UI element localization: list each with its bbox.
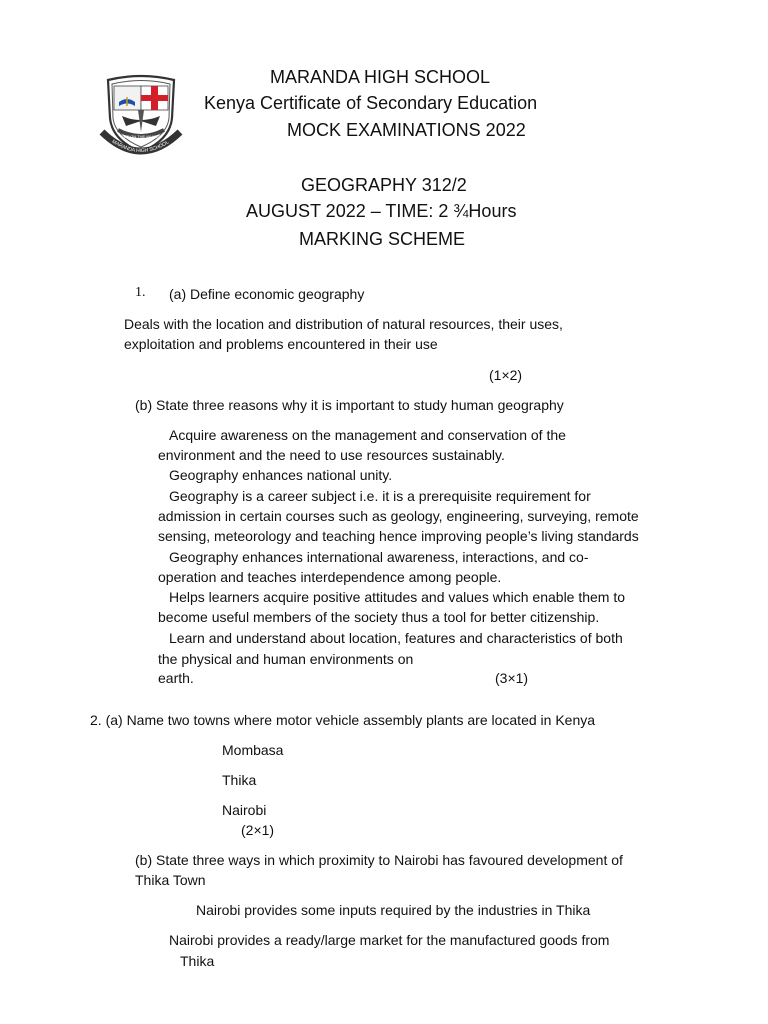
answer-2a-item-2: Thika — [222, 772, 257, 788]
answer-2a-marks: (2×1) — [241, 822, 275, 838]
answer-1b-line-10: become useful members of the society thus a tool for better citizenship. — [158, 609, 600, 625]
answer-2b-item-1: Nairobi provides some inputs required by the industries in Thika — [196, 902, 591, 918]
crest-ribbon-text: PUT ON THE WHOLE — [121, 134, 161, 139]
answer-2a-item-3: Nairobi — [222, 802, 267, 818]
answer-1b-line-8: operation and teaches interdependence among people. — [158, 569, 502, 585]
answer-1b-line-6: sensing, meteorology and teaching hence improving people’s living standards — [158, 528, 639, 544]
answer-2b-item-2-line-1: Nairobi provides a ready/large market for the manufactured goods from — [169, 932, 610, 948]
question-2a-text: 2. (a) Name two towns where motor vehicle assembly plants are located in Kenya — [90, 712, 596, 728]
answer-1b-line-5: admission in certain courses such as geology, engineering, surveying, remote — [158, 508, 639, 524]
answer-1b-line-7: Geography enhances international awareness, interactions, and co- — [169, 549, 589, 565]
school-name: MARANDA HIGH SCHOOL — [270, 67, 491, 87]
answer-1a-line-1: Deals with the location and distribution of natural resources, their uses, — [124, 316, 563, 332]
answer-1b-line-2: environment and the need to use resources sustainably. — [158, 447, 505, 463]
answer-1b-line-1: Acquire awareness on the management and conservation of the — [169, 427, 566, 443]
question-1a-text: (a) Define economic geography — [169, 286, 365, 302]
answer-1b-line-12: the physical and human environments on — [158, 651, 414, 667]
answer-1b-line-13: earth. — [158, 670, 194, 686]
question-2b-line-1: (b) State three ways in which proximity to Nairobi has favoured development of — [135, 852, 623, 868]
crest-ring-text: MARANDA HIGH SCHOOL — [110, 138, 171, 155]
answer-1a-marks: (1×2) — [489, 367, 523, 383]
question-1-number: 1. — [135, 285, 146, 300]
subject-code: GEOGRAPHY 312/2 — [301, 175, 467, 195]
answer-2b-item-2-line-2: Thika — [180, 953, 215, 969]
answer-1b-line-3: Geography enhances national unity. — [169, 467, 393, 483]
answer-2a-item-1: Mombasa — [222, 742, 284, 758]
question-2b-line-2: Thika Town — [135, 872, 206, 888]
answer-1b-marks: (3×1) — [495, 670, 529, 686]
answer-1b-line-4: Geography is a career subject i.e. it is a prerequisite requirement for — [169, 488, 591, 504]
date-time: AUGUST 2022 – TIME: 2 ¾Hours — [246, 201, 517, 221]
exam-body: Kenya Certificate of Secondary Education — [204, 93, 538, 113]
question-1b-text: (b) State three reasons why it is important to study human geography — [135, 397, 564, 413]
answer-1b-line-11: Learn and understand about location, features and characteristics of both — [169, 630, 623, 646]
answer-1b-line-9: Helps learners acquire positive attitudes and values which enable them to — [169, 589, 626, 605]
document-type: MARKING SCHEME — [299, 229, 466, 249]
answer-1a-line-2: exploitation and problems encountered in their use — [124, 336, 438, 352]
school-crest-logo — [98, 74, 184, 158]
exam-series: MOCK EXAMINATIONS 2022 — [287, 120, 526, 140]
